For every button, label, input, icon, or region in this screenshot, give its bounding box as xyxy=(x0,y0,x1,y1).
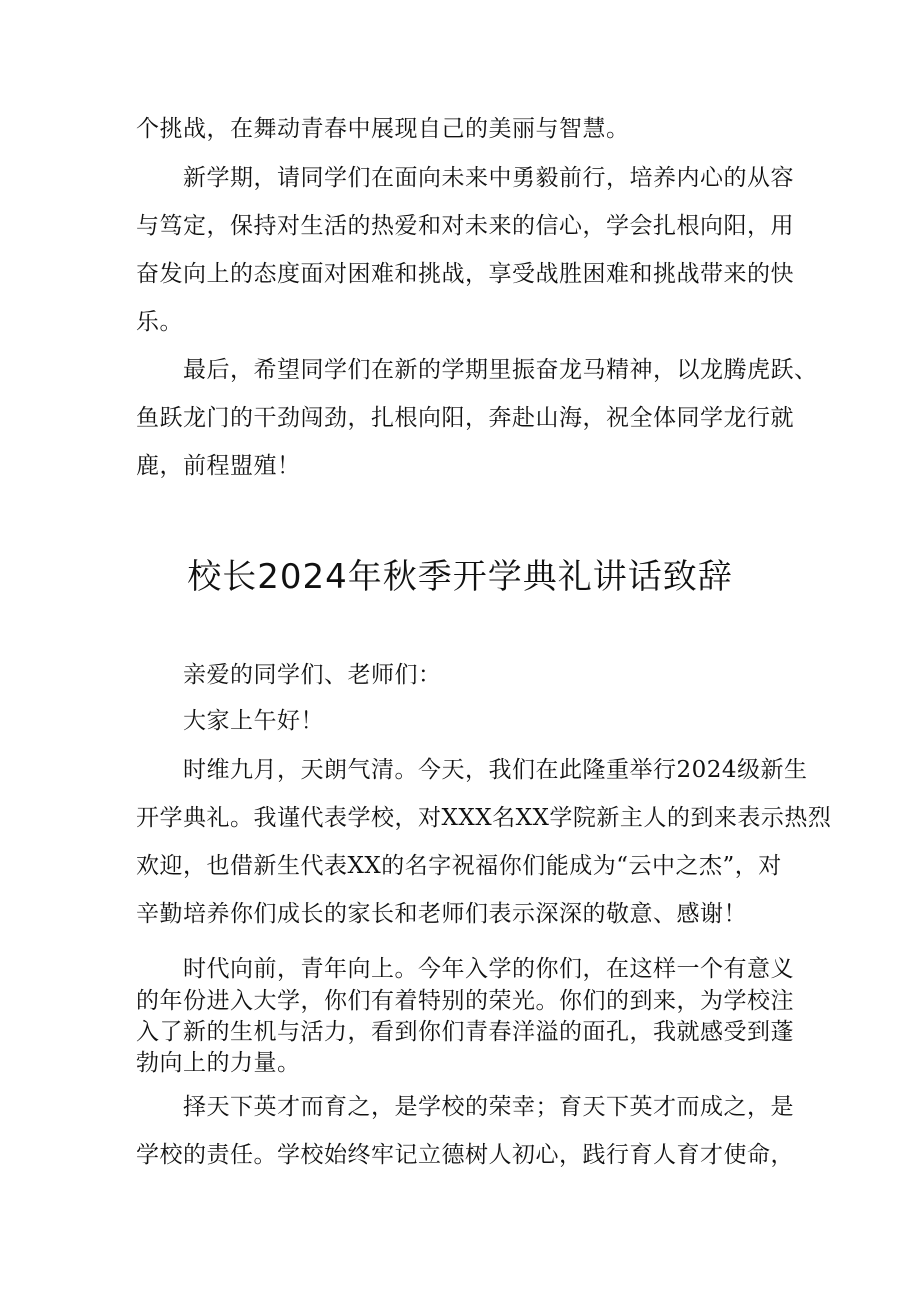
document-title: 校长2024年秋季开学典礼讲话致辞 xyxy=(187,557,733,597)
paragraph-line: 时代向前，青年向上。今年入学的你们，在这样一个有意义 xyxy=(183,956,794,982)
paragraph-line: 乐。 xyxy=(136,309,183,335)
paragraph-line: 入了新的生机与活力，看到你们青春洋溢的面孔，我就感受到蓬 xyxy=(136,1019,794,1045)
greeting-line: 大家上午好！ xyxy=(183,708,324,734)
paragraph-line: 学校的责任。学校始终牢记立德树人初心，践行育人育才使命， xyxy=(136,1142,794,1168)
paragraph-line: 个挑战，在舞动青春中展现自己的美丽与智慧。 xyxy=(136,116,630,142)
greeting-line: 亲爱的同学们、老师们： xyxy=(183,662,442,688)
paragraph-line: 新学期，请同学们在面向未来中勇毅前行，培养内心的从容 xyxy=(183,165,794,191)
paragraph-line: 勃向上的力量。 xyxy=(136,1050,301,1076)
paragraph-line: 的年份进入大学，你们有着特别的荣光。你们的到来，为学校注 xyxy=(136,988,794,1014)
paragraph-line: 与笃定，保持对生活的热爱和对未来的信心，学会扎根向阳，用 xyxy=(136,213,794,239)
paragraph-line: 欢迎，也借新生代表XX的名字祝福你们能成为“云中之杰”，对 xyxy=(136,853,782,879)
paragraph-line: 奋发向上的态度面对困难和挑战，享受战胜困难和挑战带来的快 xyxy=(136,261,794,287)
paragraph-line: 辛勤培养你们成长的家长和老师们表示深深的敬意、感谢！ xyxy=(136,901,747,927)
paragraph-line: 开学典礼。我谨代表学校，对XXX名XX学院新主人的到来表示热烈 xyxy=(136,805,832,831)
paragraph-line: 择天下英才而育之，是学校的荣幸；育天下英才而成之，是 xyxy=(183,1094,794,1120)
paragraph-line: 鹿，前程盟殖！ xyxy=(136,453,301,479)
paragraph-line: 时维九月，天朗气清。今天，我们在此隆重举行2024级新生 xyxy=(183,757,808,783)
paragraph-line: 最后，希望同学们在新的学期里振奋龙马精神，以龙腾虎跃、 xyxy=(183,357,818,383)
paragraph-line: 鱼跃龙门的干劲闯劲，扎根向阳，奔赴山海，祝全体同学龙行就 xyxy=(136,405,794,431)
